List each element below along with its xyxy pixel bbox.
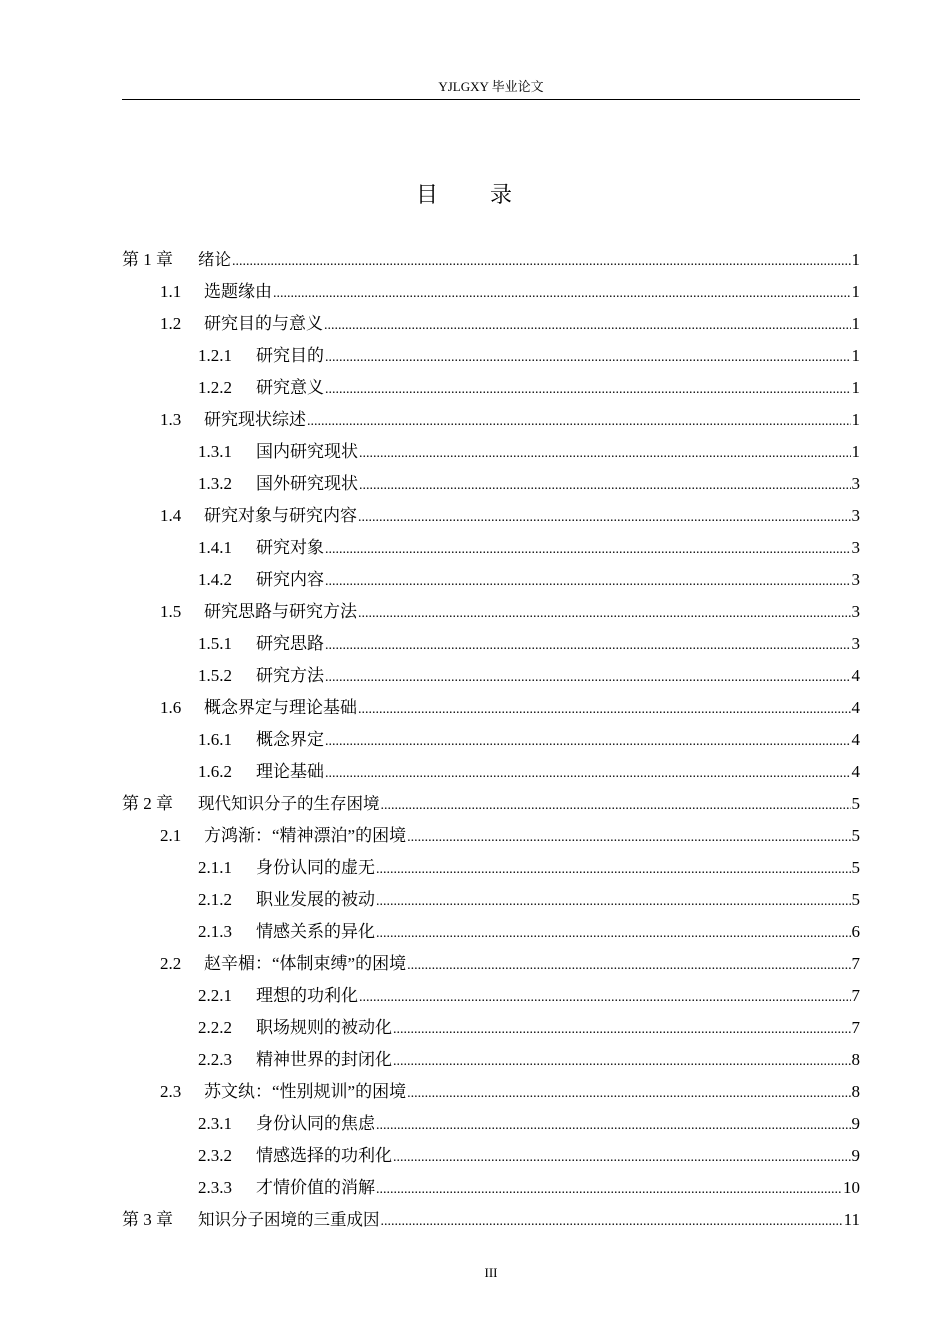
toc-entry-title: 苏文纨：“性别规训”的困境 [204,1082,407,1101]
dot-leader [376,1174,842,1206]
toc-entry-title: 身份认同的焦虑 [256,1114,375,1133]
dot-leader [325,566,851,598]
toc-entry[interactable] [122,820,860,852]
toc-entry-page: 5 [851,890,860,909]
toc-entry-title: 研究目的与意义 [204,314,323,333]
dot-leader [358,694,851,726]
dot-leader [358,502,851,534]
toc-entry-number: 2.3.3 [198,1178,232,1197]
dot-leader [325,534,851,566]
toc-entry-page: 4 [851,666,860,685]
toc-entry-title: 方鸿渐：“精神漂泊”的困境 [204,826,407,845]
dot-leader [325,662,851,694]
dot-leader [325,630,851,662]
toc-entry-number: 1.4.2 [198,570,232,589]
toc-entry[interactable] [122,980,860,1012]
toc-entry[interactable] [122,500,860,532]
toc-entry[interactable] [122,1076,860,1108]
toc-entry-page: 5 [851,858,860,877]
toc-entry-number: 1.2.1 [198,346,232,365]
toc-entry-page: 5 [851,826,860,845]
toc-entry[interactable] [122,404,860,436]
toc-entry[interactable] [122,948,860,980]
toc-entry-number: 1.2.2 [198,378,232,397]
toc-entry-number: 第 2 章 [122,794,173,813]
toc-entry-number: 1.5.1 [198,634,232,653]
dot-leader [407,822,850,854]
toc-entry-title: 国外研究现状 [256,474,358,493]
toc-entry-title: 研究目的 [256,346,324,365]
toc-entry-page: 10 [843,1178,860,1197]
toc-entry-number: 1.6.2 [198,762,232,781]
toc-entry-title: 职业发展的被动 [256,890,375,909]
toc-entry[interactable] [122,756,860,788]
page-number: III [484,1265,498,1280]
toc-entry-page: 3 [851,506,860,525]
dot-leader [393,1046,851,1078]
table-of-contents [122,244,860,1236]
toc-entry[interactable] [122,1140,860,1172]
toc-entry-page: 4 [851,762,860,781]
toc-entry[interactable] [122,1204,860,1236]
toc-entry-number: 2.3 [160,1082,182,1101]
dot-leader [325,726,851,758]
dot-leader [376,918,851,950]
toc-entry-page: 3 [851,570,860,589]
toc-entry-page: 3 [851,474,860,493]
toc-entry[interactable] [122,1012,860,1044]
toc-entry-title: 理想的功利化 [256,986,358,1005]
toc-entry-page: 1 [851,346,860,365]
toc-entry-number: 2.3.1 [198,1114,232,1133]
toc-entry-title: 研究意义 [256,378,324,397]
toc-entry-page: 7 [851,1018,860,1037]
toc-entry-page: 1 [851,282,860,301]
toc-entry-page: 1 [851,378,860,397]
toc-entry-title: 概念界定 [256,730,324,749]
toc-entry[interactable] [122,884,860,916]
toc-entry[interactable] [122,1044,860,1076]
toc-entry-number: 1.3.1 [198,442,232,461]
toc-entry-number: 2.1.2 [198,890,232,909]
toc-entry-number: 1.2 [160,314,182,333]
toc-entry-title: 才情价值的消解 [256,1178,375,1197]
toc-entry[interactable] [122,1172,860,1204]
toc-entry-title: 研究现状综述 [204,410,306,429]
dot-leader [381,1206,843,1238]
toc-entry-number: 1.5 [160,602,182,621]
toc-entry-number: 2.2.3 [198,1050,232,1069]
dot-leader [325,342,851,374]
toc-entry-title: 绪论 [198,250,231,269]
toc-entry-page: 9 [851,1146,860,1165]
dot-leader [376,854,851,886]
toc-entry-page: 8 [851,1082,860,1101]
dot-leader [359,470,851,502]
toc-entry-number: 2.1.1 [198,858,232,877]
toc-entry[interactable] [122,692,860,724]
dot-leader [307,406,851,438]
toc-entry-page: 3 [851,602,860,621]
toc-entry[interactable] [122,916,860,948]
toc-entry-title: 研究对象与研究内容 [204,506,357,525]
toc-entry-number: 1.1 [160,282,182,301]
toc-entry-title: 研究方法 [256,666,324,685]
toc-entry-title: 赵辛楣：“体制束缚”的困境 [204,954,407,973]
dot-leader [393,1014,851,1046]
toc-entry-title: 研究内容 [256,570,324,589]
toc-entry-number: 1.3 [160,410,182,429]
toc-entry-number: 1.6 [160,698,182,717]
toc-entry[interactable] [122,564,860,596]
toc-entry-title: 情感选择的功利化 [256,1146,392,1165]
dot-leader [358,598,851,630]
toc-entry-page: 1 [851,442,860,461]
toc-entry-page: 1 [851,410,860,429]
toc-entry-title: 理论基础 [256,762,324,781]
toc-entry-number: 1.4 [160,506,182,525]
toc-entry-page: 8 [851,1050,860,1069]
toc-entry-number: 1.6.1 [198,730,232,749]
toc-entry[interactable] [122,340,860,372]
toc-entry-title: 研究思路与研究方法 [204,602,357,621]
toc-entry-title: 研究对象 [256,538,324,557]
toc-entry-title: 身份认同的虚无 [256,858,375,877]
toc-entry-number: 1.4.1 [198,538,232,557]
dot-leader [273,278,851,310]
dot-leader [324,310,851,342]
toc-entry-number: 2.3.2 [198,1146,232,1165]
toc-entry-title: 情感关系的异化 [256,922,375,941]
toc-entry[interactable] [122,436,860,468]
toc-entry-title: 选题缘由 [204,282,272,301]
toc-title: 目录 [415,183,564,208]
toc-entry-page: 9 [851,1114,860,1133]
toc-entry-page: 1 [851,314,860,333]
toc-entry-title: 研究思路 [256,634,324,653]
dot-leader [325,374,851,406]
toc-entry-title: 现代知识分子的生存困境 [198,794,380,813]
toc-entry-number: 第 1 章 [122,250,173,269]
dot-leader [407,1078,850,1110]
toc-entry[interactable] [122,852,860,884]
toc-entry-page: 7 [851,986,860,1005]
toc-entry[interactable] [122,372,860,404]
toc-entry[interactable] [122,276,860,308]
toc-entry[interactable] [122,1108,860,1140]
dot-leader [232,246,851,278]
toc-entry[interactable] [122,724,860,756]
toc-entry[interactable] [122,468,860,500]
toc-entry-page: 4 [851,698,860,717]
dot-leader [325,758,851,790]
toc-entry-number: 2.2.2 [198,1018,232,1037]
toc-entry-number: 2.1 [160,826,182,845]
toc-entry-page: 5 [851,794,860,813]
toc-entry-page: 1 [851,250,860,269]
toc-entry[interactable] [122,308,860,340]
page-header: YJLGXY 毕业论文 [438,79,544,94]
dot-leader [376,886,851,918]
toc-entry-number: 2.1.3 [198,922,232,941]
toc-entry-number: 1.5.2 [198,666,232,685]
toc-entry[interactable] [122,244,860,276]
header-rule [122,99,860,100]
toc-entry[interactable] [122,788,860,820]
toc-entry-title: 精神世界的封闭化 [256,1050,392,1069]
dot-leader [381,790,851,822]
dot-leader [376,1110,851,1142]
toc-entry-page: 6 [851,922,860,941]
dot-leader [393,1142,851,1174]
toc-entry-number: 2.2.1 [198,986,232,1005]
toc-entry-number: 1.3.2 [198,474,232,493]
dot-leader [359,982,851,1014]
toc-entry-title: 职场规则的被动化 [256,1018,392,1037]
toc-entry-page: 3 [851,538,860,557]
toc-entry-title: 知识分子困境的三重成因 [198,1210,380,1229]
toc-entry[interactable] [122,596,860,628]
toc-entry[interactable] [122,628,860,660]
toc-entry-title: 概念界定与理论基础 [204,698,357,717]
toc-entry-page: 7 [851,954,860,973]
toc-entry-title: 国内研究现状 [256,442,358,461]
dot-leader [359,438,851,470]
toc-entry-page: 11 [843,1210,860,1229]
toc-entry[interactable] [122,532,860,564]
toc-entry-page: 3 [851,634,860,653]
toc-entry-number: 第 3 章 [122,1210,173,1229]
toc-entry-number: 2.2 [160,954,182,973]
dot-leader [407,950,850,982]
toc-entry[interactable] [122,660,860,692]
toc-entry-page: 4 [851,730,860,749]
